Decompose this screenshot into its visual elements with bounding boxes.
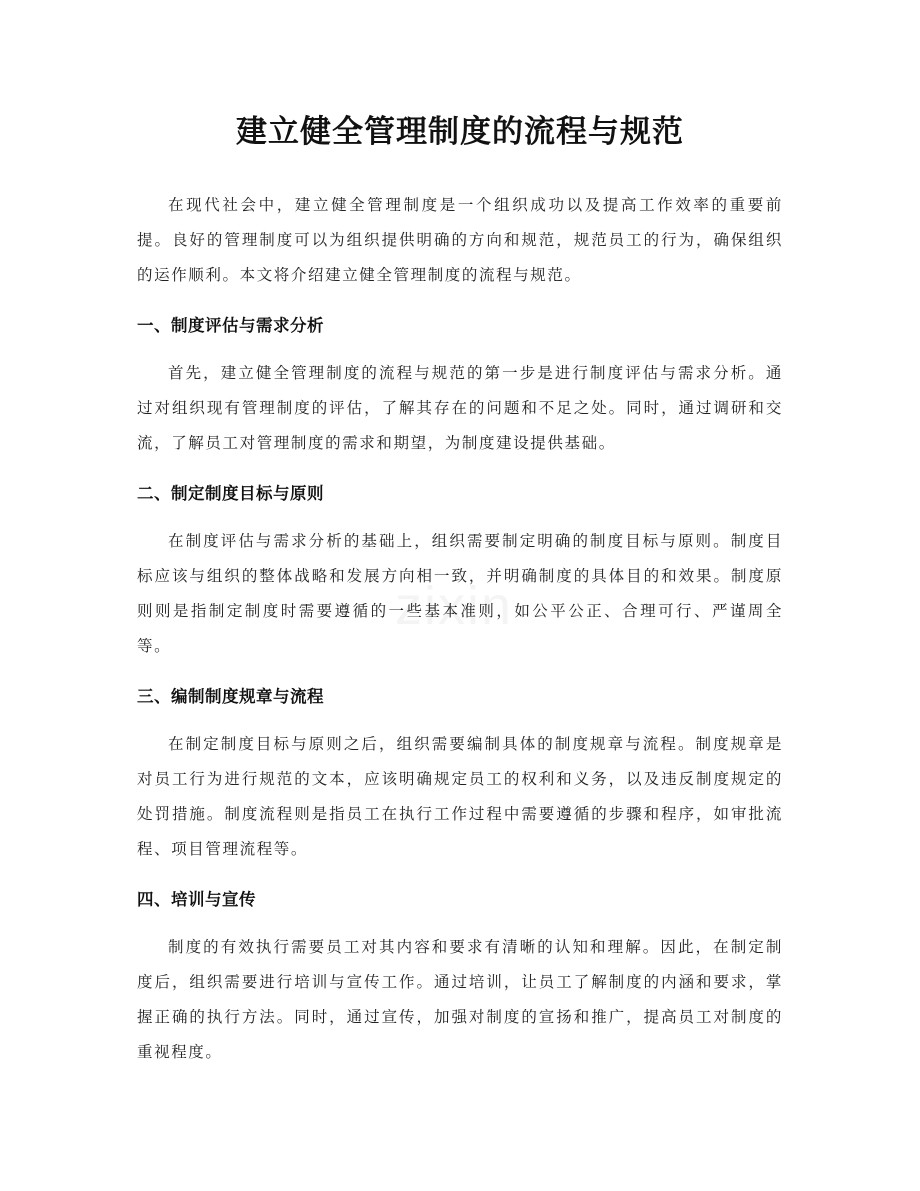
section-3: [137, 682, 783, 867]
document-title: 建立健全管理制度的流程与规范: [236, 114, 684, 150]
section-paragraph: 在制定制度目标与原则之后，组织需要编制具体的制度规章与流程。制度规章是对员工行为进行规范的文本，应该明确规定员工的权利和义务，以及违反制度规定的处罚措施。制度流程则是指员工在执行工作过程中需要遵循的步骤和程序，如审批流程、项目管理流程等。: [137, 735, 783, 858]
section-heading: 一、制度评估与需求分析: [137, 316, 324, 335]
section-heading: 四、培训与宣传: [137, 890, 256, 909]
section-paragraph: 首先，建立健全管理制度的流程与规范的第一步是进行制度评估与需求分析。通过对组织现有管理制度的评估，了解其存在的问题和不足之处。同时，通过调研和交流，了解员工对管理制度的需求和期望，为制度建设提供基础。: [137, 364, 783, 452]
intro-block: [137, 188, 783, 293]
section-paragraph: 制度的有效执行需要员工对其内容和要求有清晰的认知和理解。因此，在制定制度后，组织需要进行培训与宣传工作。通过培训，让员工了解制度的内涵和要求，掌握正确的执行方法。同时，通过宣传，加强对制度的宣扬和推广，提高员工对制度的重视程度。: [137, 938, 783, 1061]
section-2: [137, 479, 783, 664]
section-1: [137, 311, 783, 461]
section-heading: 二、制定制度目标与原则: [137, 484, 324, 503]
intro-paragraph: 在现代社会中，建立健全管理制度是一个组织成功以及提高工作效率的重要前提。良好的管理制度可以为组织提供明确的方向和规范，规范员工的行为，确保组织的运作顺利。本文将介绍建立健全管理制度的流程与规范。: [137, 196, 783, 284]
section-paragraph: 在制度评估与需求分析的基础上，组织需要制定明确的制度目标与原则。制度目标应该与组织的整体战略和发展方向相一致，并明确制度的具体目的和效果。制度原则则是指制定制度时需要遵循的一些基本准则，如公平公正、合理可行、严谨周全等。: [137, 532, 783, 655]
section-4: [137, 885, 783, 1070]
section-heading: 三、编制制度规章与流程: [137, 687, 324, 706]
